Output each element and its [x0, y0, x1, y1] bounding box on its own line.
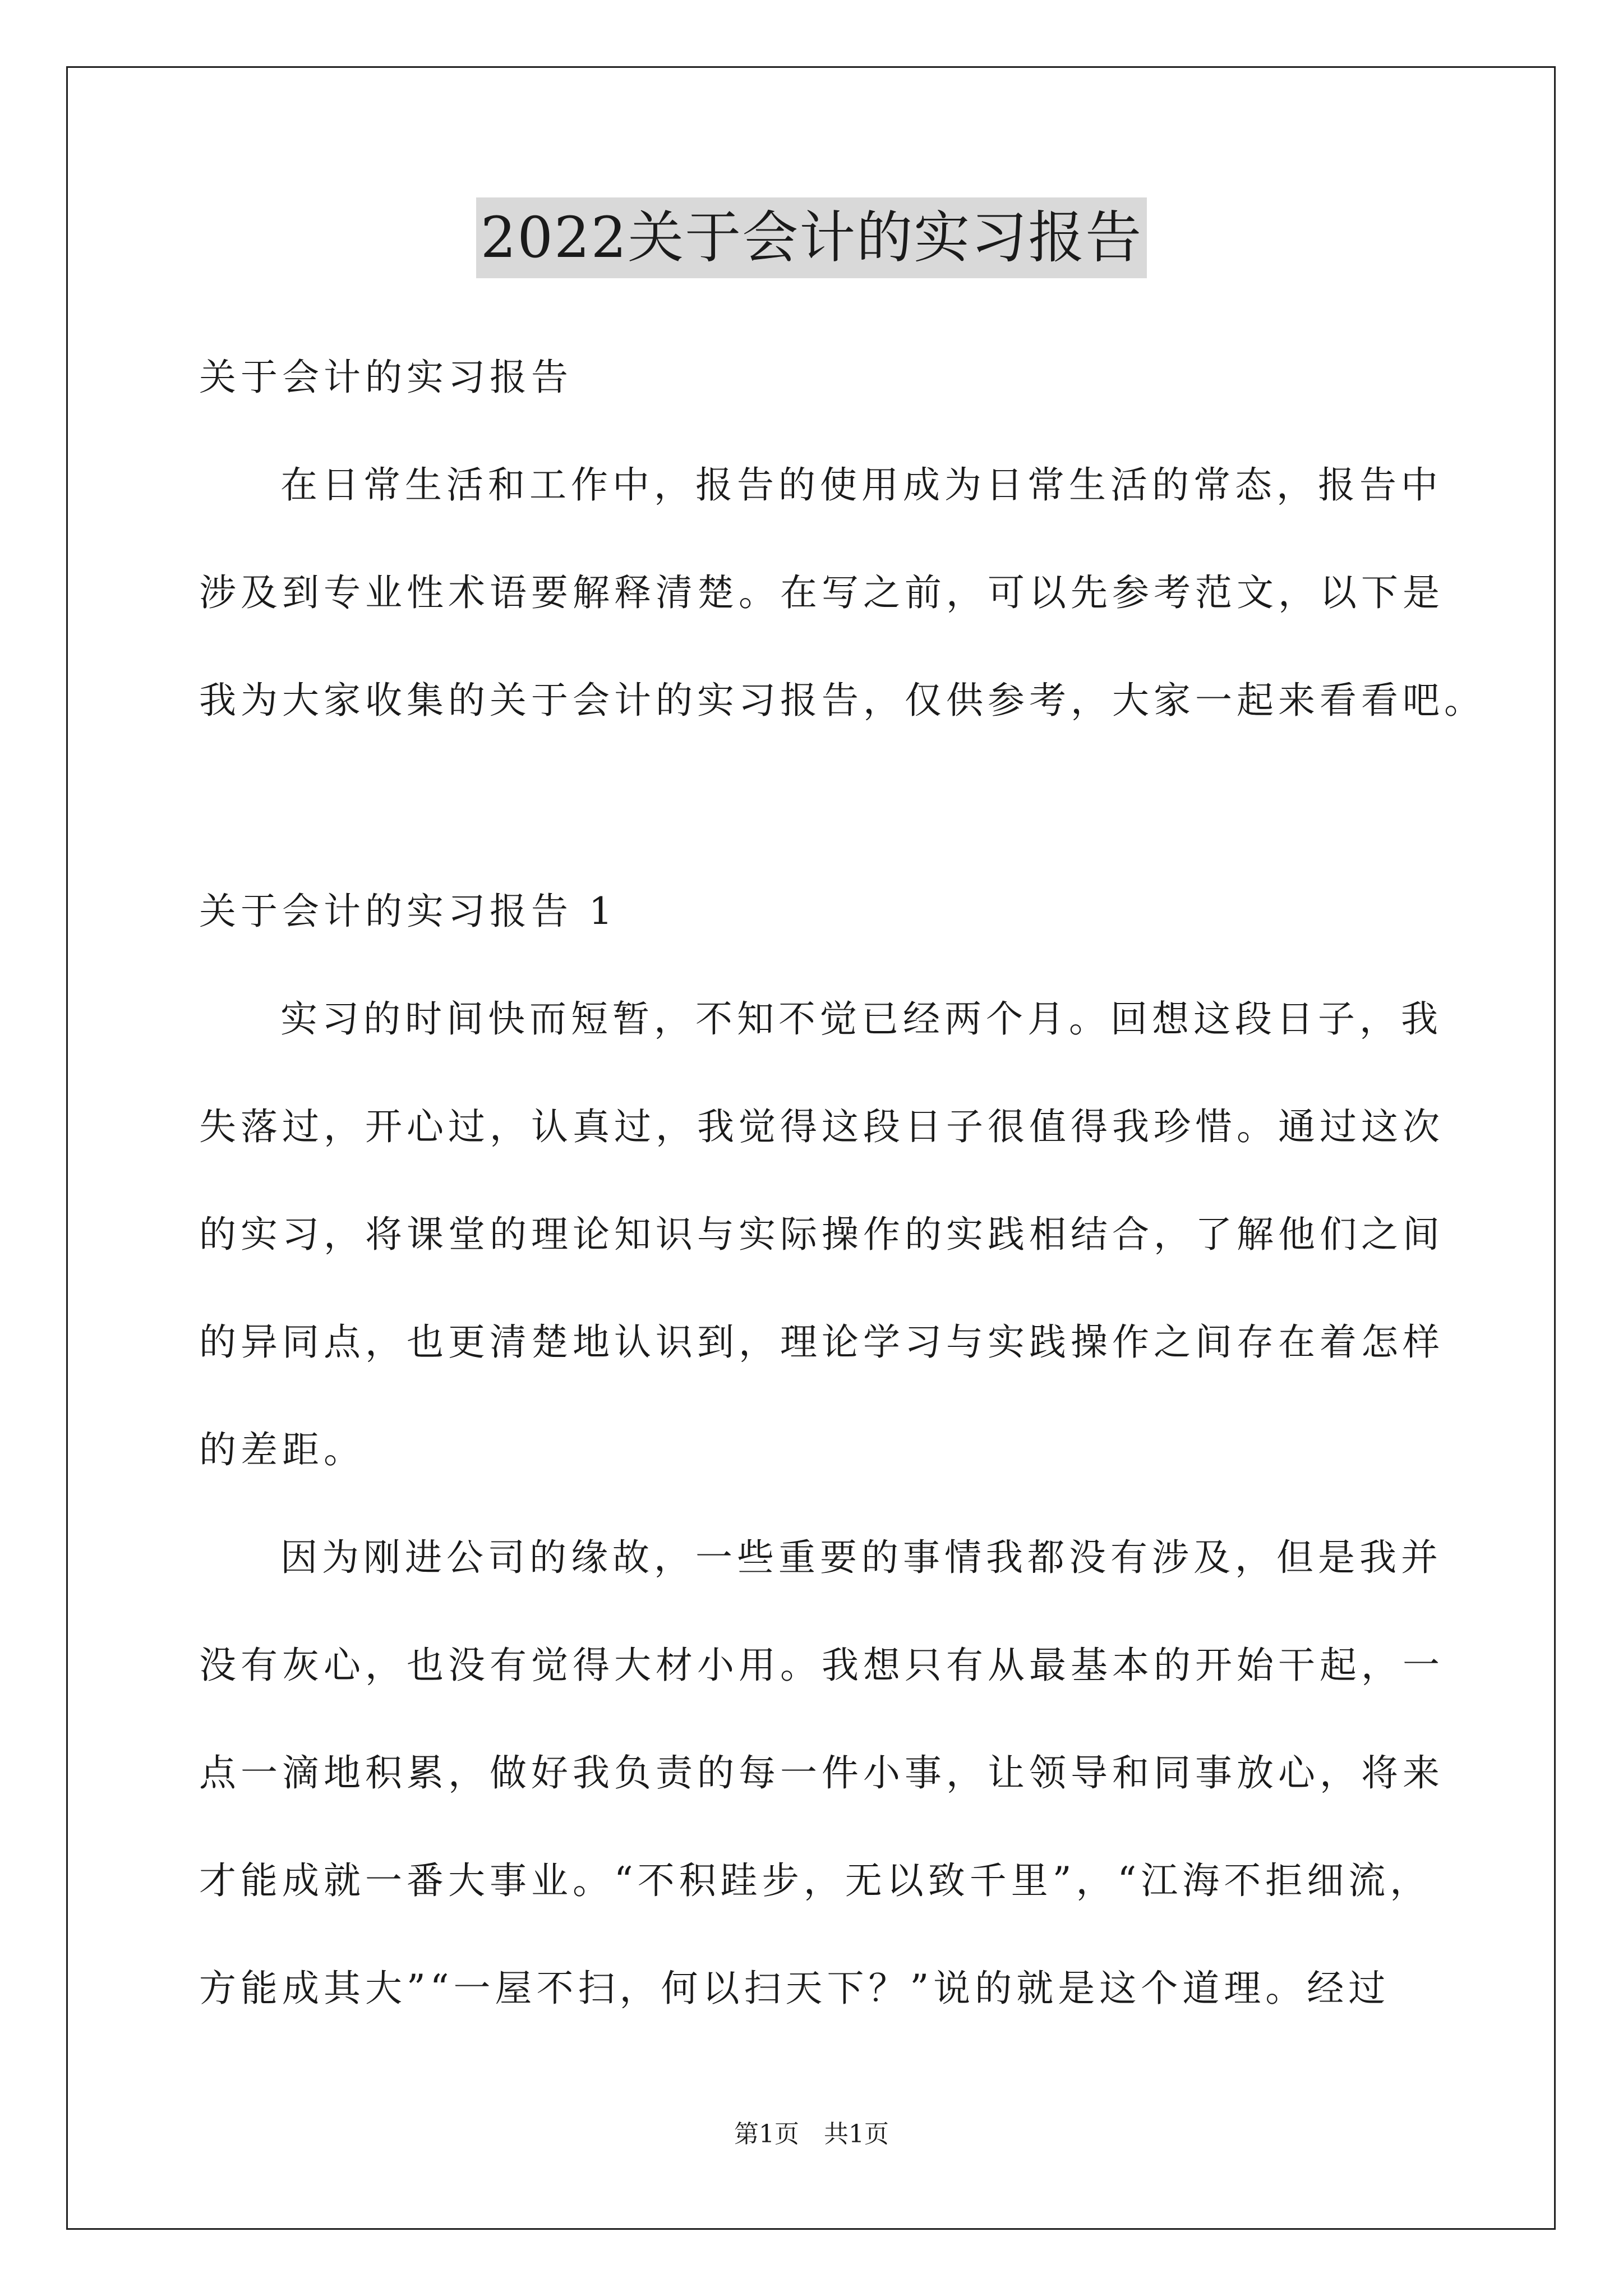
- body-line-8: 点一滴地积累，做好我负责的每一件小事，让领导和同事放心，将来: [199, 1751, 1444, 1795]
- body-line-7: 没有灰心，也没有觉得大材小用。我想只有从最基本的开始干起，一: [199, 1644, 1444, 1687]
- body-line-2: 失落过，开心过，认真过，我觉得这段日子很值得我珍惜。通过这次: [199, 1105, 1444, 1148]
- intro-line-1: 在日常生活和工作中，报告的使用成为日常生活的常态，报告中: [280, 463, 1442, 507]
- body-line-3: 的实习，将课堂的理论知识与实际操作的实践相结合，了解他们之间: [199, 1213, 1444, 1256]
- document-title: 2022关于会计的实习报告: [476, 197, 1147, 278]
- body-line-1: 实习的时间快而短暂，不知不觉已经两个月。回想这段日子，我: [280, 997, 1442, 1041]
- body-line-6: 因为刚进公司的缘故，一些重要的事情我都没有涉及，但是我并: [280, 1536, 1442, 1579]
- subsection-heading: 关于会计的实习报告 1: [199, 890, 617, 933]
- body-line-4: 的异同点，也更清楚地认识到，理论学习与实践操作之间存在着怎样: [199, 1320, 1444, 1364]
- title-container: [0, 197, 1623, 278]
- intro-line-3: 我为大家收集的关于会计的实习报告，仅供参考，大家一起来看看吧。: [199, 679, 1486, 722]
- body-line-9: 才能成就一番大事业。“不积跬步，无以致千里”，“江海不拒细流，: [199, 1859, 1432, 1902]
- body-line-5: 的差距。: [199, 1428, 365, 1471]
- body-line-10: 方能成其大”“一屋不扫，何以扫天下？”说的就是这个道理。经过: [199, 1967, 1390, 2010]
- intro-line-2: 涉及到专业性术语要解释清楚。在写之前，可以先参考范文，以下是: [199, 571, 1444, 614]
- page-footer: 第1页 共1页: [734, 2120, 889, 2148]
- section-heading: 关于会计的实习报告: [199, 356, 573, 399]
